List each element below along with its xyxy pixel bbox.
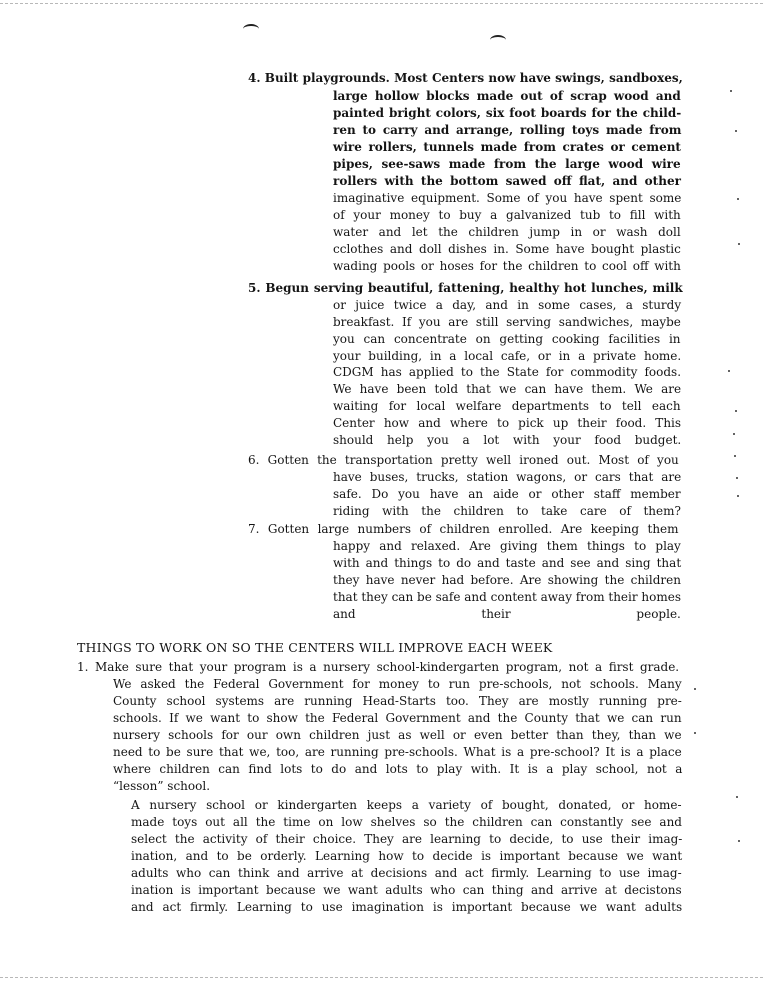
scan-speck xyxy=(728,370,730,372)
item-4-line: painted bright colors, six foot boards for the child- xyxy=(333,106,682,120)
point-1-line: 1. Make sure that your program is a nursery school-kindergarten program, not a first grade. xyxy=(77,660,680,674)
paragraph-line: A nursery school or kindergarten keeps a variety of bought, donated, or home- xyxy=(131,798,682,812)
item-4-line: wading pools or hoses for the children to cool off with xyxy=(333,259,681,273)
item-4-line: water and let the children jump in or wash doll xyxy=(333,225,681,239)
item-5-line: We have been told that we can have them. We are xyxy=(333,382,682,396)
item-4-line: large hollow blocks made out of scrap wood and xyxy=(333,89,681,103)
paragraph-line: ination is important because we want adults who can thing and arrive at decistons xyxy=(131,883,682,897)
item-7-line: and their people. xyxy=(333,607,681,621)
item-4-line: rollers with the bottom sawed off flat, and other xyxy=(333,174,681,188)
item-5-line: your building, in a local cafe, or in a private home. xyxy=(333,349,682,363)
scan-speck xyxy=(737,495,739,497)
point-1-line: where children can find lots to do and lots to play with. It is a play school, not a xyxy=(113,762,683,776)
section-heading: THINGS TO WORK ON SO THE CENTERS WILL IMPROVE EACH WEEK xyxy=(77,640,553,655)
scan-speck xyxy=(730,90,732,92)
scan-speck xyxy=(736,796,738,798)
page-top-edge xyxy=(0,3,763,4)
scan-speck xyxy=(738,243,740,245)
item-6-line: riding with the children to take care of them? xyxy=(333,504,681,518)
paragraph-line: and act firmly. Learning to use imagination is important because we want adults xyxy=(131,900,683,914)
item-7-line: that they can be safe and content away from their homes xyxy=(333,590,682,604)
item-7-line: they have never had before. Are showing the children xyxy=(333,573,681,587)
item-6-line: safe. Do you have an aide or other staff member xyxy=(333,487,681,501)
paragraph-line: made toys out all the time on low shelves so the children can constantly see and xyxy=(131,815,682,829)
point-1-line: County school systems are running Head-Starts too. They are mostly running pre- xyxy=(113,694,682,708)
scan-mark xyxy=(243,24,259,34)
point-1-line: We asked the Federal Government for money to run pre-schools, not schools. Many xyxy=(113,677,682,691)
page-bottom-edge xyxy=(0,977,763,978)
item-4-line: 4. Built playgrounds. Most Centers now have swings, sandboxes, xyxy=(248,71,683,85)
scan-speck xyxy=(737,198,739,200)
item-7-line: 7. Gotten large numbers of children enrolled. Are keeping them xyxy=(248,522,679,536)
item-4-line: cclothes and doll dishes in. Some have bought plastic xyxy=(333,242,681,256)
paragraph-line: ination, and to be orderly. Learning how to decide is important because we want xyxy=(131,849,683,863)
point-1-line: schools. If we want to show the Federal Government and the County that we can run xyxy=(113,711,682,725)
paragraph-line: select the activity of their choice. They are learning to decide, to use their imag- xyxy=(131,832,683,846)
point-1-line: need to be sure that we, too, are running pre-schools. What is a pre-school? It is a place xyxy=(113,745,682,759)
scan-mark xyxy=(490,35,506,45)
scan-speck xyxy=(733,433,735,435)
item-5-line: should help you a lot with your food budget. xyxy=(333,433,682,447)
scan-speck xyxy=(735,130,737,132)
point-1-line: “lesson” school. xyxy=(113,779,211,793)
item-5-line: breakfast. If you are still serving sandwiches, maybe xyxy=(333,315,681,329)
item-6-line: 6. Gotten the transportation pretty well ironed out. Most of you xyxy=(248,453,679,467)
item-4-line: ren to carry and arrange, rolling toys made from xyxy=(333,123,682,137)
item-5-line: you can concentrate on getting cooking facilities in xyxy=(333,332,681,346)
scan-speck xyxy=(738,840,740,842)
item-7-line: with and things to do and taste and see and sing that xyxy=(333,556,682,570)
point-1-line: nursery schools for our own children just as well or even better than they, than we xyxy=(113,728,682,742)
scan-speck xyxy=(734,455,736,457)
paragraph-line: adults who can think and arrive at decisions and act firmly. Learning to use imag- xyxy=(131,866,682,880)
item-5-line: CDGM has applied to the State for commodity foods. xyxy=(333,365,682,379)
item-5-line: waiting for local welfare departments to tell each xyxy=(333,399,681,413)
item-4-line: of your money to buy a galvanized tub to fill with xyxy=(333,208,681,222)
item-4-line: wire rollers, tunnels made from crates or cement xyxy=(333,140,681,154)
item-5-line: Center how and where to pick up their food. This xyxy=(333,416,682,430)
scan-speck xyxy=(694,688,696,690)
item-5-line: 5. Begun serving beautiful, fattening, healthy hot lunches, milk xyxy=(248,281,683,295)
item-6-line: have buses, trucks, station wagons, or cars that are xyxy=(333,470,682,484)
scan-speck xyxy=(736,477,738,479)
scan-speck xyxy=(735,410,737,412)
scan-speck xyxy=(694,732,696,734)
item-4-line: pipes, see-saws made from the large wood wire xyxy=(333,157,681,171)
item-7-line: happy and relaxed. Are giving them things to play xyxy=(333,539,681,553)
item-5-line: or juice twice a day, and in some cases, a sturdy xyxy=(333,298,682,312)
item-4-line: imaginative equipment. Some of you have spent some xyxy=(333,191,682,205)
